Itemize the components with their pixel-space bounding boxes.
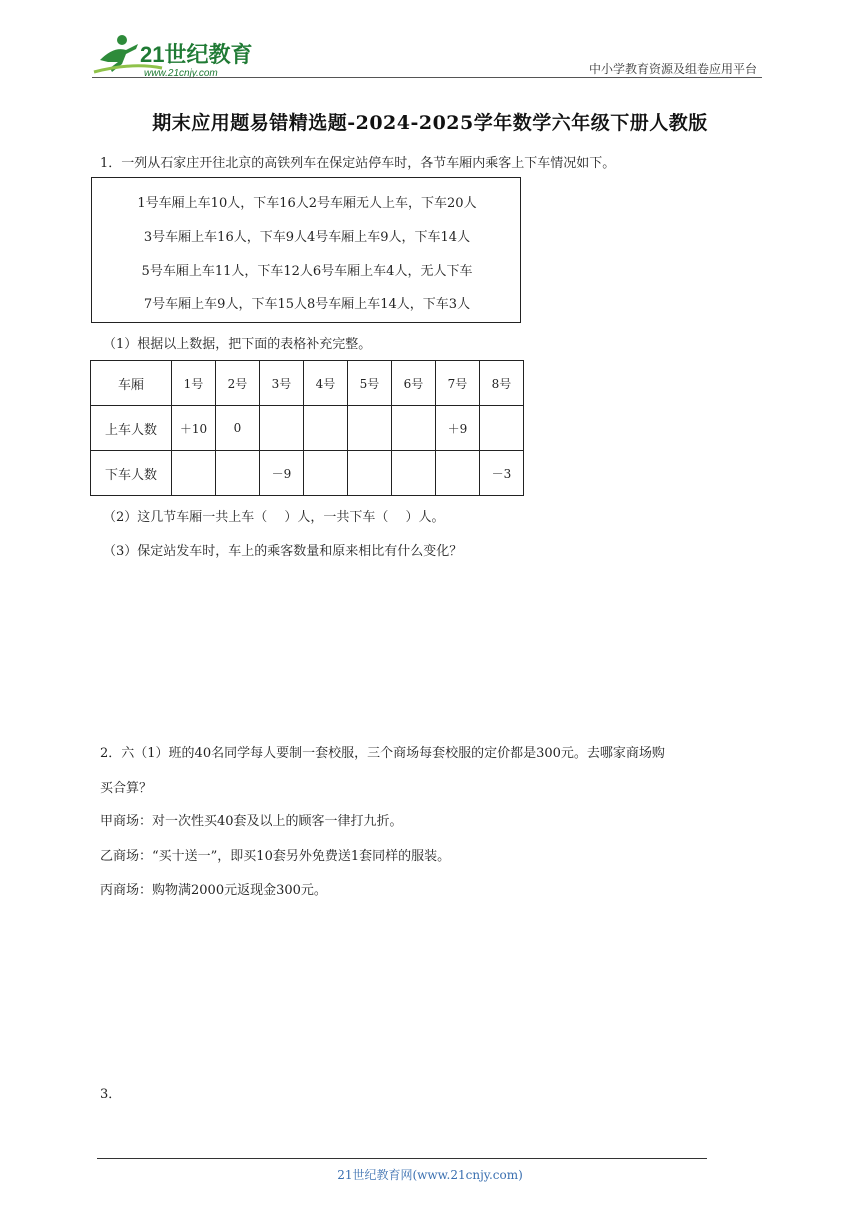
table-header-cell: 3号 (260, 361, 304, 406)
footer-divider (97, 1158, 707, 1159)
runner-logo-icon (92, 32, 262, 80)
table-row (91, 406, 524, 451)
table-cell[interactable] (392, 406, 436, 451)
table-header-cell: 2号 (216, 361, 260, 406)
table-header-cell: 车厢 (91, 361, 172, 406)
data-line: 1号车厢上车10人，下车16人2号车厢无人上车，下车20人 (137, 196, 477, 211)
q2-shop-c: 丙商场：购物满2000元返现金300元。 (100, 883, 327, 898)
table-cell[interactable] (392, 451, 436, 496)
table-cell[interactable] (304, 406, 348, 451)
table-cell[interactable] (436, 451, 480, 496)
q3-number: 3． (100, 1087, 122, 1102)
table-cell[interactable] (480, 406, 524, 451)
table-row (91, 361, 524, 406)
table-cell[interactable] (216, 451, 260, 496)
q1-sub3: （3）保定站发车时，车上的乘客数量和原来相比有什么变化？ (103, 544, 463, 559)
site-logo (92, 32, 262, 80)
q1-sub2: （2）这几节车厢一共上车（ ）人，一共下车（ ）人。 (103, 510, 445, 525)
row-label: 上车人数 (91, 406, 172, 451)
data-line: 7号车厢上车9人，下车15人8号车厢上车14人，下车3人 (143, 297, 471, 312)
logo-url: www.21cnjy.com (144, 68, 218, 79)
q1-sub1: （1）根据以上数据，把下面的表格补充完整。 (103, 337, 372, 352)
table-cell[interactable]: －9 (260, 451, 304, 496)
data-line: 3号车厢上车16人，下车9人4号车厢上车9人，下车14人 (143, 230, 471, 245)
table-cell[interactable] (172, 451, 216, 496)
logo-text: 21世纪教育 (140, 42, 253, 67)
q2-shop-b: 乙商场：“买十送一”，即买10套另外免费送1套同样的服装。 (100, 849, 451, 864)
table-header-cell: 8号 (480, 361, 524, 406)
q2-shop-a: 甲商场：对一次性买40套及以上的顾客一律打九折。 (100, 814, 403, 829)
q1-data-box (91, 177, 521, 323)
table-cell[interactable]: ＋9 (436, 406, 480, 451)
q2-prompt-cont: 买合算？ (100, 781, 153, 796)
footer-link[interactable]: 21世纪教育网(www.21cnjy.com) (337, 1168, 523, 1182)
header-divider (92, 77, 762, 78)
q1-prompt: 1．一列从石家庄开往北京的高铁列车在保定站停车时，各节车厢内乘客上下车情况如下。 (100, 156, 616, 171)
platform-label: 中小学教育资源及组卷应用平台 (588, 62, 757, 76)
table-header-cell: 7号 (436, 361, 480, 406)
table-cell[interactable]: 0 (216, 406, 260, 451)
table-cell[interactable]: ＋10 (172, 406, 216, 451)
table-header-cell: 4号 (304, 361, 348, 406)
page-title: 期末应用题易错精选题-2024-2025学年数学六年级下册人教版 (152, 112, 708, 134)
table-cell[interactable] (260, 406, 304, 451)
table-header-cell: 1号 (172, 361, 216, 406)
table-cell[interactable] (304, 451, 348, 496)
table-row (91, 451, 524, 496)
car-table (90, 360, 524, 496)
table-header-cell: 5号 (348, 361, 392, 406)
row-label: 下车人数 (91, 451, 172, 496)
data-line: 5号车厢上车11人，下车12人6号车厢上车4人，无人下车 (141, 264, 473, 279)
table-cell[interactable] (348, 451, 392, 496)
table-cell[interactable]: －3 (480, 451, 524, 496)
table-header-cell: 6号 (392, 361, 436, 406)
table-cell[interactable] (348, 406, 392, 451)
q2-prompt: 2．六（1）班的40名同学每人要制一套校服，三个商场每套校服的定价都是300元。去哪家商场购 (100, 746, 665, 761)
